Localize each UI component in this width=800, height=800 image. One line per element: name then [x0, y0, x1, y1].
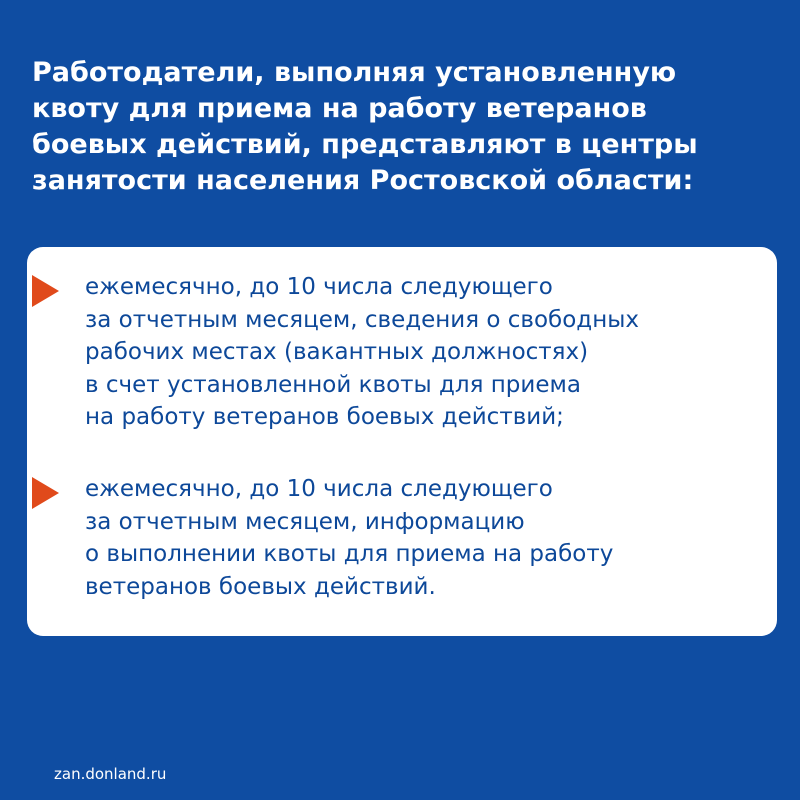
list-item-line: ежемесячно, до 10 числа следующего: [85, 274, 553, 300]
list-item-line: за отчетным месяцем, информацию: [85, 508, 525, 535]
triangle-bullet-icon: [32, 477, 59, 509]
list-item-line: за отчетным месяцем, сведения о свободных: [85, 306, 640, 333]
list-item-text: [85, 271, 639, 434]
website-url: zan.donland.ru: [54, 765, 167, 783]
headline-line: Работодатели, выполняя установленную: [32, 57, 677, 88]
headline: [32, 55, 782, 199]
info-card: [27, 247, 777, 636]
list-item-line: в счет установленной квоты для приема: [85, 371, 581, 398]
list-item-text: [85, 473, 613, 603]
list-item-line: на работу ветеранов боевых действий;: [85, 404, 564, 430]
list-item-line: ветеранов боевых действий.: [85, 573, 436, 600]
list-item-line: ежемесячно, до 10 числа следующего: [85, 476, 553, 502]
headline-line: боевых действий, представляют в центры: [32, 129, 698, 160]
list-item-line: о выполнении квоты для приема на работу: [85, 541, 614, 567]
headline-line: занятости населения Ростовской области:: [32, 165, 694, 196]
triangle-bullet-icon: [32, 275, 59, 307]
headline-line: квоту для приема на работу ветеранов: [32, 93, 647, 124]
list-item-line: рабочих местах (вакантных должностях): [85, 339, 589, 365]
